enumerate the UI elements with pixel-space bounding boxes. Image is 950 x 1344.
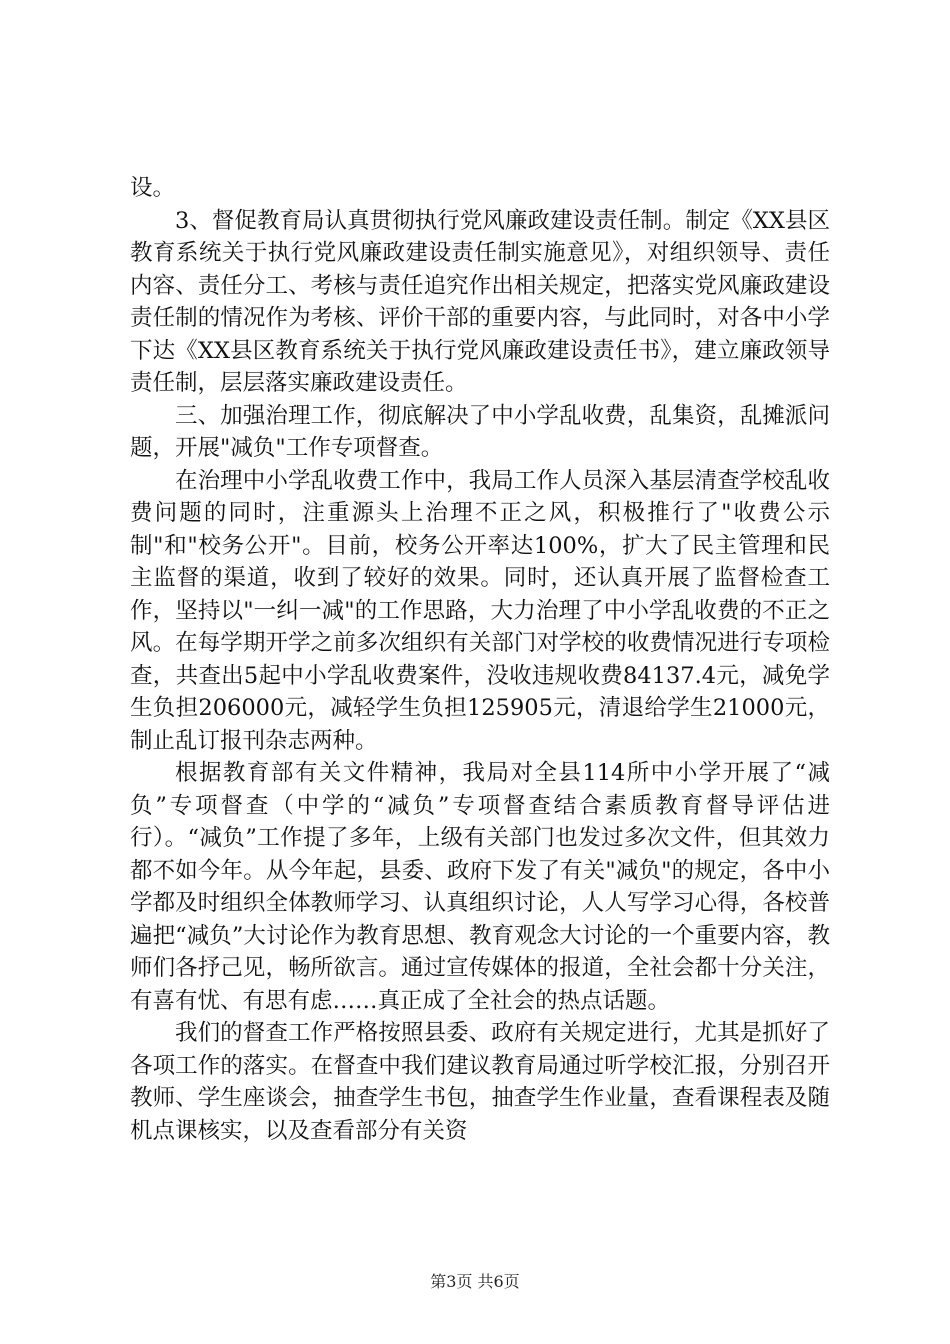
paragraph-responsibility-system: 3、督促教育局认真贯彻执行党风廉政建设责任制。制定《XX县区教育系统关于执行党风廉政建设责任制实施意见》，对组织领导、责任内容、责任分工、考核与责任追究作出相关规定，把落实党风廉政建设责任制的情况作为考核、评价干部的重要内容，与此同时，对各中小学下达《XX县区教育系统关于执行党风廉政建设责任书》，建立廉政领导责任制，层层落实廉政建设责任。 — [130, 207, 830, 396]
page-number-footer: 第3页 共6页 — [430, 1272, 520, 1291]
document-body — [130, 172, 830, 1147]
paragraph-burden-reduction: 根据教育部有关文件精神，我局对全县114所中小学开展了“减负”专项督查（中学的“减负”专项督查结合素质教育督导评估进行）。“减负”工作提了多年，上级有关部门也发过多次文件，但其效力都不如今年。从今年起，县委、政府下发了有关"减负"的规定，各中小学都及时组织全体教师学习、认真组织讨论，人人写学习心得，各校普遍把“减负”大讨论作为教育思想、教育观念大讨论的一个重要内容，教师们各抒己见，畅所欲言。通过宣传媒体的报道，全社会都十分关注，有喜有忧、有思有虑……真正成了全社会的热点话题。 — [130, 760, 830, 1014]
paragraph-continuation: 设。 — [130, 175, 176, 201]
section-heading-three: 三、加强治理工作，彻底解决了中小学乱收费，乱集资，乱摊派问题，开展"减负"工作专项督查。 — [130, 402, 830, 461]
paragraph-fee-governance: 在治理中小学乱收费工作中，我局工作人员深入基层清查学校乱收费问题的同时，注重源头上治理不正之风，积极推行了"收费公示制"和"校务公开"。目前，校务公开率达100%，扩大了民主管理和民主监督的渠道，收到了较好的效果。同时，还认真开展了监督检查工作，坚持以"一纠一减"的工作思路，大力治理了中小学乱收费的不正之风。在每学期开学之前多次组织有关部门对学校的收费情况进行专项检查，共查出5起中小学乱收费案件，没收违规收费84137.4元，减免学生负担206000元，减轻学生负担125905元，清退给学生21000元，制止乱订报刊杂志两种。 — [130, 467, 830, 754]
paragraph-inspection-work: 我们的督查工作严格按照县委、政府有关规定进行，尤其是抓好了各项工作的落实。在督查中我们建议教育局通过听学校汇报，分别召开教师、学生座谈会，抽查学生书包，抽查学生作业量，查看课程表及随机点课核实，以及查看部分有关资 — [130, 1020, 830, 1144]
